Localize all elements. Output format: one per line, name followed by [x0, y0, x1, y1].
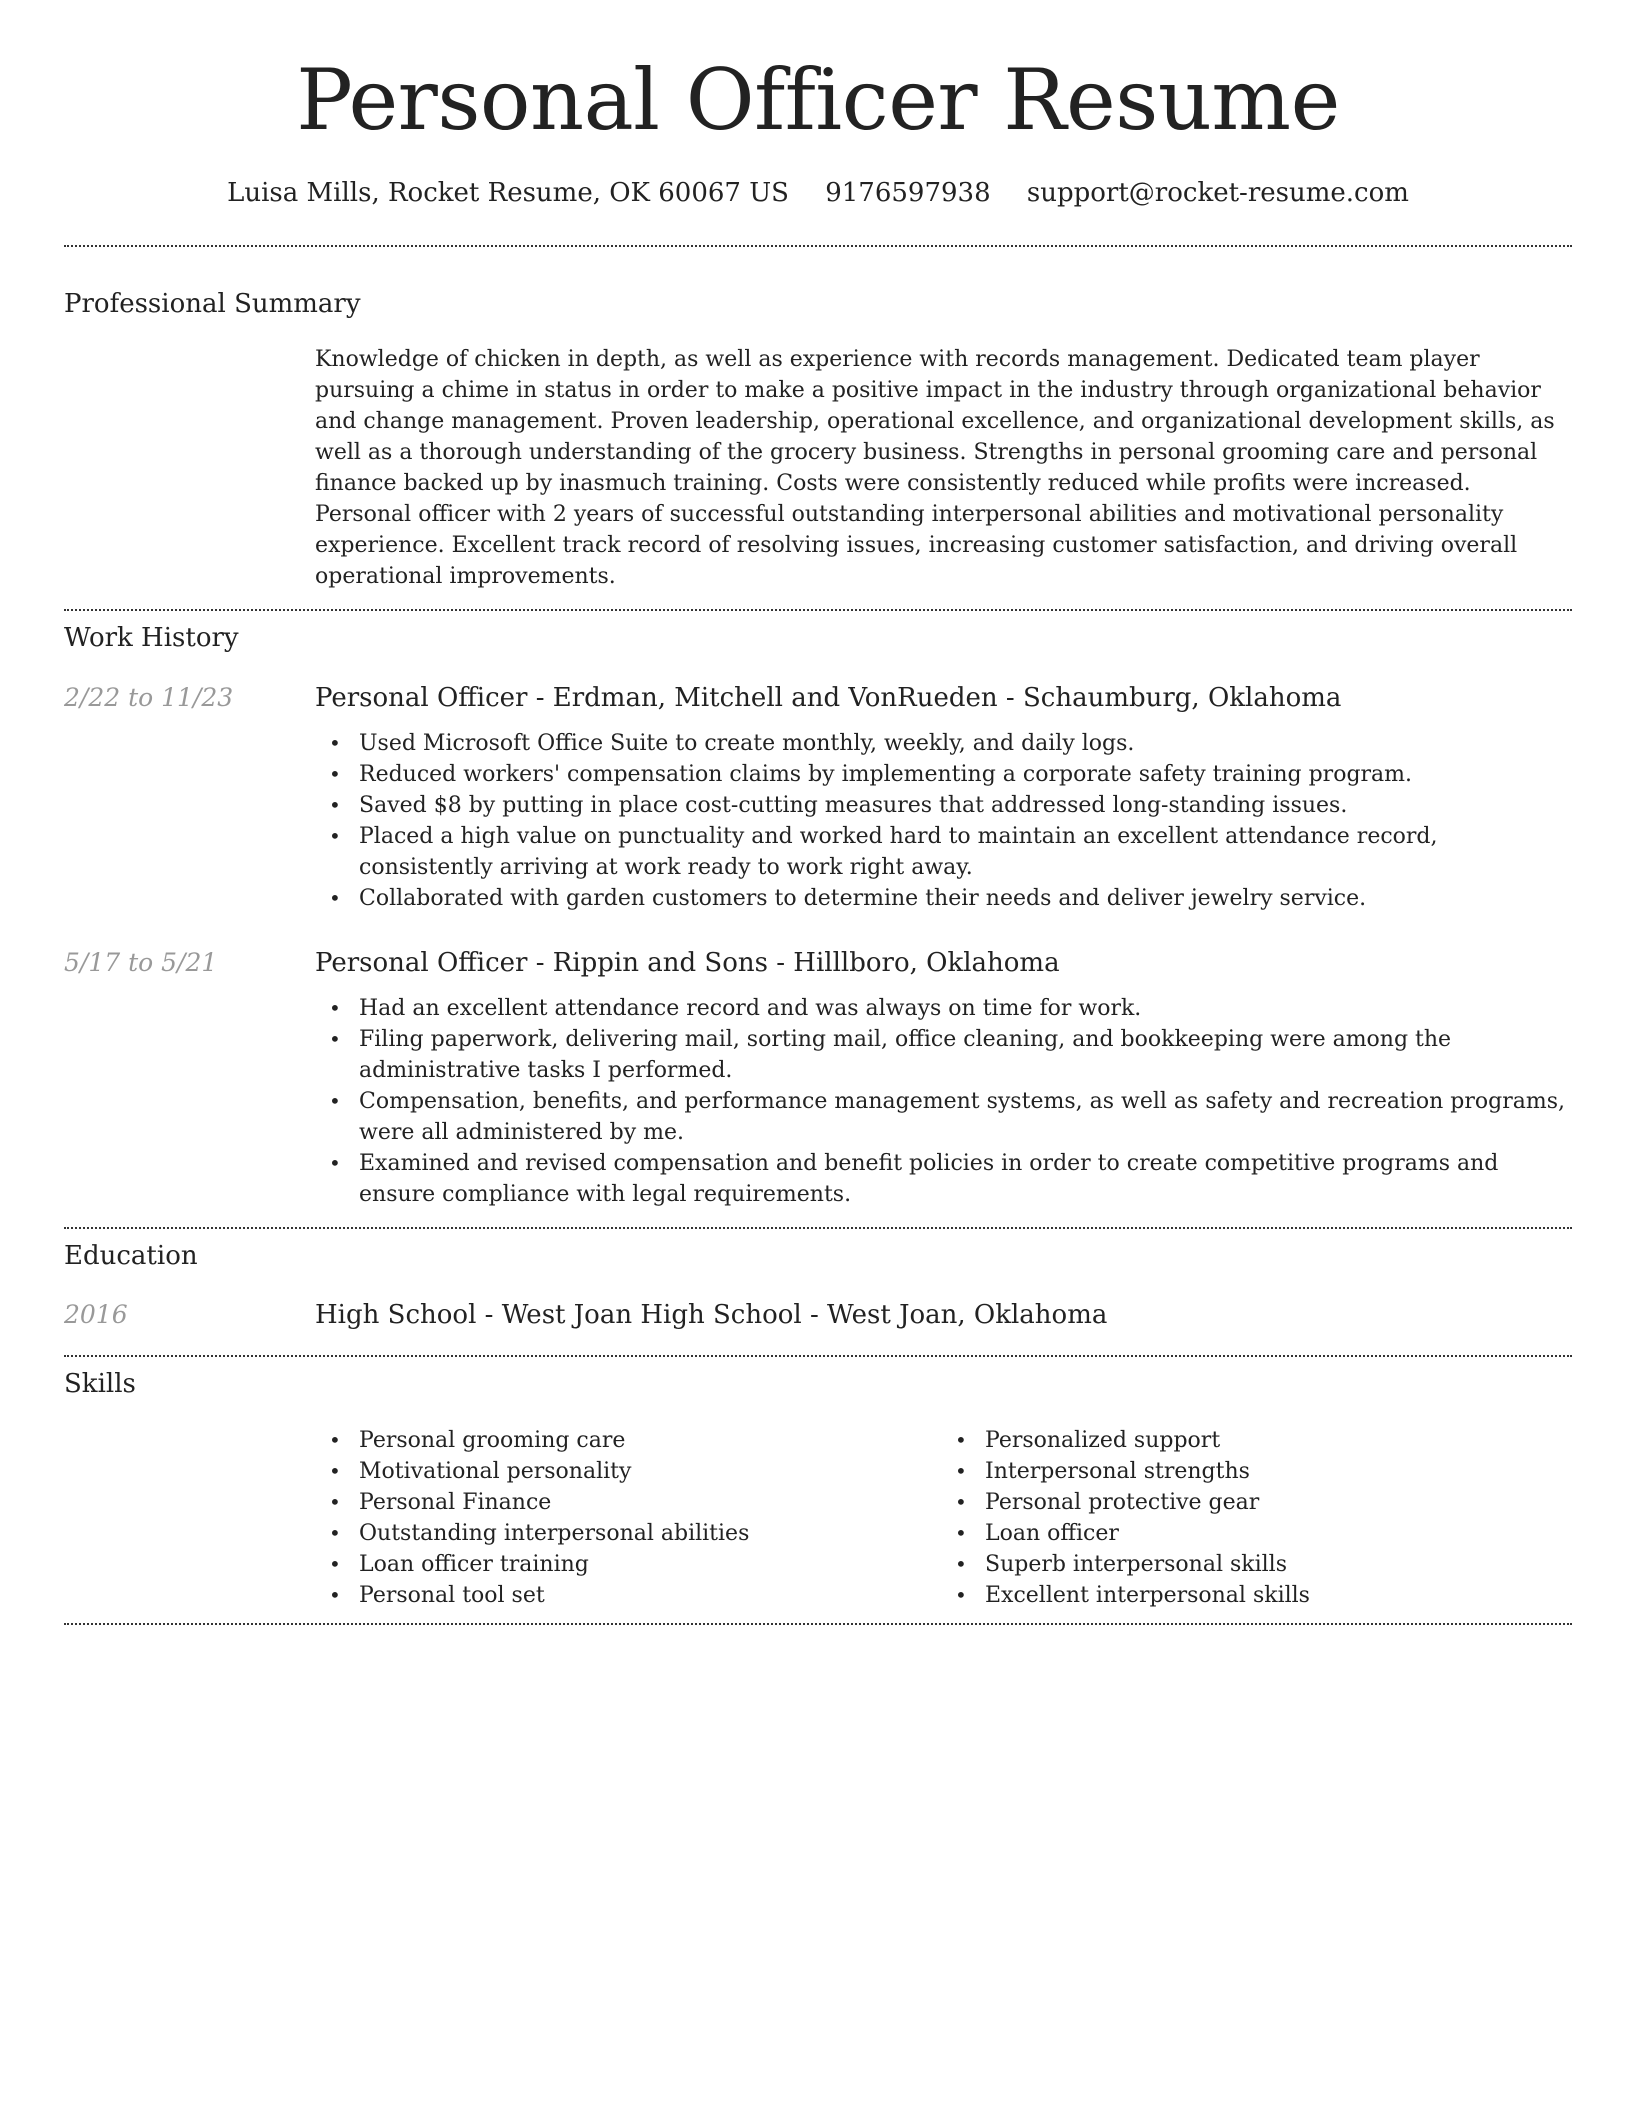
skill-item: • Personalized support	[951, 1425, 1567, 1456]
resume-page	[64, 0, 1572, 1625]
skill-item: • Motivational personality	[325, 1456, 941, 1487]
skill-item: • Interpersonal strengths	[951, 1456, 1567, 1487]
list-item: • Had an excellent attendance record and was always on time for work.	[325, 993, 1572, 1024]
contact-line	[64, 178, 1572, 209]
divider	[64, 245, 1572, 247]
list-item: • Saved $8 by putting in place cost-cutting measures that addressed long-standing issues.	[325, 790, 1572, 821]
education-section	[64, 1241, 1572, 1331]
list-item: • Reduced workers' compensation claims by implementing a corporate safety training program.	[325, 759, 1572, 790]
job-dates: 2/22 to 11/23	[64, 682, 234, 712]
job-bullets	[325, 728, 1572, 914]
skills-column-right	[951, 1425, 1567, 1611]
skills-section	[64, 1369, 1572, 1610]
contact-phone: 9176597938	[825, 178, 991, 208]
skill-item: • Outstanding interpersonal abilities	[325, 1518, 941, 1549]
education-heading: Education	[64, 1240, 198, 1271]
contact-address: Luisa Mills, Rocket Resume, OK 60067 US	[227, 178, 789, 208]
skill-item: • Personal Finance	[325, 1487, 941, 1518]
summary-text: Knowledge of chicken in depth, as well as experience with records management. Dedicated team player pursuing a chime in status in order to make a positive impact in the industry through organizational behavior and change management. Proven leadership, operational excellence, and organizational development skills, as well as a thorough understanding of the grocery business. Strengths in personal grooming care and personal finance backed up by inasmuch training. Costs were consistently reduced while profits were increased. Personal officer with 2 years of successful outstanding interpersonal abilities and motivational personality experience. Excellent track record of resolving issues, increasing customer satisfaction, and driving overall operational improvements.	[315, 347, 1555, 590]
summary-heading: Professional Summary	[64, 289, 361, 320]
skills-heading: Skills	[64, 1369, 136, 1400]
list-item: • Collaborated with garden customers to determine their needs and deliver jewelry service.	[325, 883, 1572, 914]
work-history-section	[64, 623, 1572, 1210]
job-title: Personal Officer - Rippin and Sons - Hilllboro, Oklahoma	[315, 947, 1060, 978]
list-item: • Compensation, benefits, and performance management systems, as well as safety and recreation programs, were all administered by me.	[325, 1086, 1572, 1148]
education-entry	[64, 1300, 1572, 1331]
resume-title: Personal Officer Resume	[296, 51, 1340, 149]
skill-item: • Personal protective gear	[951, 1487, 1567, 1518]
skill-item: • Personal tool set	[325, 1580, 941, 1611]
skills-column-left	[325, 1425, 941, 1611]
job-entry	[64, 948, 1572, 1210]
skill-item: • Loan officer	[951, 1518, 1567, 1549]
list-item: • Examined and revised compensation and benefit policies in order to create competitive programs and ensure compliance with legal requirements.	[325, 1148, 1572, 1210]
divider	[64, 1355, 1572, 1357]
list-item: • Used Microsoft Office Suite to create monthly, weekly, and daily logs.	[325, 728, 1572, 759]
job-dates: 5/17 to 5/21	[64, 947, 218, 977]
job-entry	[64, 683, 1572, 914]
job-bullets	[325, 993, 1572, 1210]
list-item: • Filing paperwork, delivering mail, sorting mail, office cleaning, and bookkeeping were among the administrative tasks I performed.	[325, 1024, 1572, 1086]
divider	[64, 609, 1572, 611]
skill-item: • Excellent interpersonal skills	[951, 1580, 1567, 1611]
education-title: High School - West Joan High School - West Joan, Oklahoma	[315, 1300, 1108, 1331]
divider	[64, 1623, 1572, 1625]
education-year: 2016	[64, 1300, 128, 1330]
summary-section	[64, 289, 1572, 592]
skill-item: • Superb interpersonal skills	[951, 1549, 1567, 1580]
job-title: Personal Officer - Erdman, Mitchell and VonRueden - Schaumburg, Oklahoma	[315, 682, 1342, 713]
skill-item: • Loan officer training	[325, 1549, 941, 1580]
divider	[64, 1227, 1572, 1229]
contact-email: support@rocket-resume.com	[1026, 178, 1409, 208]
list-item: • Placed a high value on punctuality and worked hard to maintain an excellent attendance record, consistently arriving at work ready to work right away.	[325, 821, 1572, 883]
skills-list	[315, 1425, 1572, 1611]
work-history-heading: Work History	[64, 623, 239, 654]
skill-item: • Personal grooming care	[325, 1425, 941, 1456]
